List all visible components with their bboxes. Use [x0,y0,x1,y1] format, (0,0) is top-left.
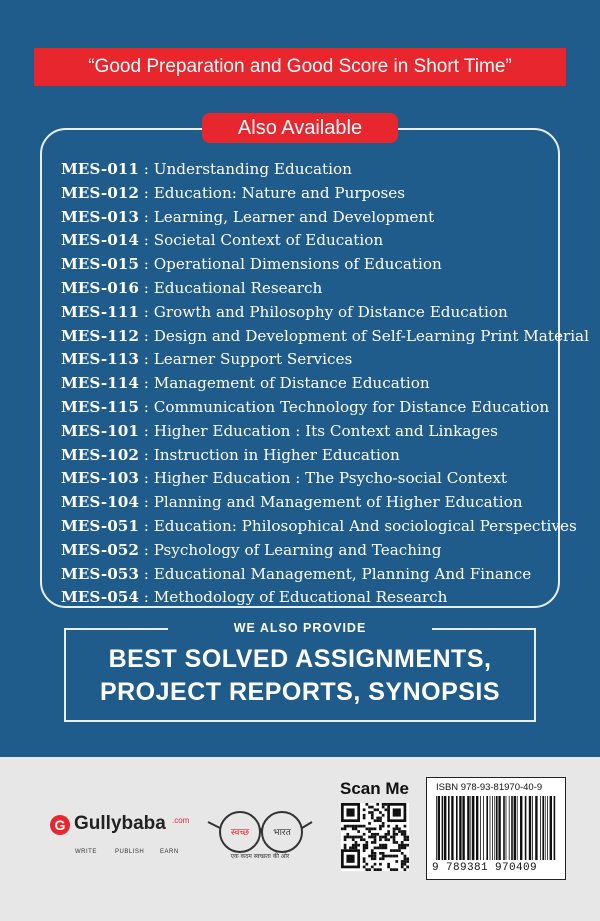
course-title: : Instruction in Higher Education [138,445,400,464]
course-item [61,277,551,301]
course-title: : Learning, Learner and Development [138,207,435,226]
course-item [61,563,551,587]
course-item [61,491,551,515]
course-title: : Education: Philosophical And sociological Perspectives [138,516,577,535]
course-title: : Educational Research [138,278,323,297]
course-title: : Understanding Education [138,160,352,178]
qr-code[interactable] [341,803,409,871]
course-code: MES-015 [61,255,139,274]
course-item [61,396,551,420]
course-item [61,325,589,349]
gullybaba-logo-suffix: .com [172,816,190,825]
course-item [61,182,551,206]
gullybaba-logo-text: Gullybaba [74,813,166,834]
barcode-number: 9 789381 970409 [432,862,538,874]
provide-line-1: BEST SOLVED ASSIGNMENTS, [108,645,492,673]
course-title: : Learner Support Services [138,350,353,369]
gullybaba-logo-icon: G [50,815,70,835]
course-title: : Growth and Philosophy of Distance Education [138,302,508,321]
course-code: MES-114 [61,374,139,393]
course-title: : Methodology of Educational Research [138,588,448,607]
course-title: : Design and Development of Self-Learning Print Material [138,326,589,345]
swachh-right-text: भारत [273,828,291,838]
course-code: MES-014 [61,231,139,250]
tagline-banner [34,48,566,86]
course-code: MES-104 [61,493,139,512]
isbn-label: ISBN 978-93-81970-40-9 [436,782,543,793]
course-title: : Education: Nature and Purposes [138,183,406,202]
course-item [61,515,577,539]
course-code: MES-102 [61,445,139,464]
course-code: MES-016 [61,278,139,297]
course-code: MES-052 [61,540,139,559]
course-code: MES-101 [61,421,139,440]
course-title: : Operational Dimensions of Education [138,255,442,274]
course-item [61,206,551,230]
course-title: : Higher Education : Its Context and Linkages [138,421,498,440]
course-title: : Communication Technology for Distance Education [138,397,550,416]
course-list [61,158,589,610]
tagline-publish: PUBLISH [115,849,145,855]
course-code: MES-103 [61,469,139,488]
also-available-label: Also Available [237,116,363,139]
course-item [61,301,551,325]
course-code: MES-053 [61,564,139,583]
provide-line-2: PROJECT REPORTS, SYNOPSIS [99,678,501,706]
provide-title: WE ALSO PROVIDE [233,621,367,635]
course-title: : Management of Distance Education [138,374,430,393]
course-code: MES-051 [61,516,139,535]
course-title: : Planning and Management of Higher Education [138,493,523,512]
course-code: MES-011 [61,160,139,178]
scan-me-label: Scan Me [340,779,409,798]
course-code: MES-111 [61,302,139,321]
course-title: : Educational Management, Planning And Finance [138,564,532,583]
course-title: : Psychology of Learning and Teaching [138,540,442,559]
course-code: MES-115 [61,397,139,416]
also-available-title [202,113,398,143]
tagline-write: WRITE [75,849,97,855]
tagline-earn: EARN [160,849,179,855]
course-title: : Higher Education : The Psycho-social Context [138,469,508,488]
course-code: MES-113 [61,350,139,369]
swachh-caption: एक कदम स्वच्छता की ओर [230,853,290,860]
barcode [436,796,557,860]
course-title: : Societal Context of Education [138,231,384,250]
course-code: MES-013 [61,207,139,226]
course-item [61,253,551,277]
course-code: MES-054 [61,588,139,607]
course-item [61,444,551,468]
course-item [61,420,551,444]
course-item [61,539,551,563]
course-item [61,348,551,372]
provide-box [64,630,536,722]
course-item [61,372,551,396]
course-item [61,467,551,491]
tagline-text: “Good Preparation and Good Score in Short Time” [88,56,512,77]
course-item [61,229,551,253]
course-item [61,586,551,610]
course-item [61,158,551,182]
course-code: MES-112 [61,326,139,345]
swachh-left-text: स्वच्छ [230,828,250,838]
course-code: MES-012 [61,183,139,202]
swachh-bharat-logo-icon [206,806,314,858]
